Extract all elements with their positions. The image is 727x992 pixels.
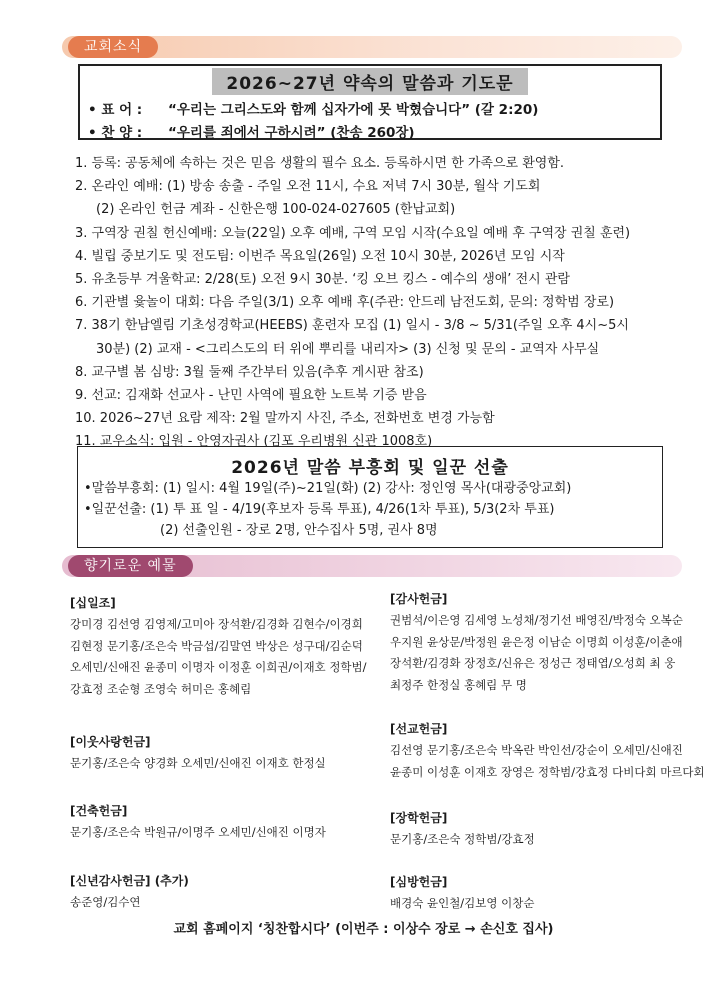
- promise-verse-label: • 표 어 :: [88, 102, 143, 118]
- offering-names: [390, 740, 705, 783]
- offering-group-visit: [390, 873, 690, 915]
- offering-group-neighbor: [70, 733, 370, 775]
- offering-names: [390, 893, 690, 915]
- news-item-3: 3. 구역장 권칠 헌신예배: 오늘(22일) 오후 예배, 구역 모임 시작(수요일 예배 후 구역장 권칠 훈련): [75, 225, 631, 241]
- offering-names-line: 문기홍/조은숙 정학범/강효정: [390, 832, 535, 846]
- offering-names-line: 강효정 조순형 조영숙 허미은 홍혜림: [70, 681, 252, 696]
- news-item-1: 1. 등록: 공동체에 속하는 것은 믿음 생활의 필수 요소. 등록하시면 한 가족으로 환영함.: [75, 156, 565, 171]
- news-list: [75, 152, 685, 454]
- footer-praise: 교회 홈페이지 ‘칭찬합시다’ (이번주 : 이상수 장로 → 손신호 집사): [173, 922, 554, 937]
- promise-verse-text: “우리는 그리스도와 함께 십자가에 못 박혔습니다” (갈 2:20): [168, 102, 539, 118]
- offering-section-tag: 향기로운 예물: [68, 555, 193, 577]
- offering-names-line: 배경숙 윤인철/김보영 이창순: [390, 896, 535, 910]
- revival-line-2: •일꾼선출: (1) 투 표 일 - 4/19(후보자 등록 투표), 4/26(1차 투표), 5/3(2차 투표): [84, 502, 555, 517]
- news-item-5: 5. 유초등부 겨울학교: 2/28(토) 오전 9시 30분. ‘킹 오브 킹스 - 예수의 생애’ 전시 관람: [75, 272, 570, 288]
- offering-names-line: 강미경 김선영 김영제/고미아 장석환/김경화 김현수/이경희: [70, 617, 363, 631]
- revival-line-3: (2) 선출인원 - 장로 2명, 안수집사 5명, 권사 8명: [160, 523, 438, 538]
- offering-group-thanks: [390, 590, 690, 696]
- offering-group-mission: [390, 720, 705, 783]
- revival-line-1: •말씀부흥회: (1) 일시: 4월 19일(주)~21일(화) (2) 강사: 정인영 목사(대광중앙교회): [84, 481, 572, 496]
- offering-group-title: [신년감사헌금] (추가): [70, 874, 189, 888]
- offering-group-newyear: [70, 872, 370, 914]
- promise-box: [78, 64, 662, 140]
- offering-group-title: [감사헌금]: [390, 592, 448, 606]
- promise-verse: [88, 98, 660, 118]
- news-item-7: 7. 38기 한남엘림 기초성경학교(HEEBS) 훈련자 모집 (1) 일시 - 3/8 ~ 5/31(주일 오후 4시~5시: [75, 318, 629, 334]
- offering-group-title: [이웃사랑헌금]: [70, 735, 151, 749]
- offering-names-line: 우지원 윤상문/박정원 윤은정 이남순 이명희 이성훈/이춘애: [390, 634, 683, 649]
- news-item-6: 6. 기관별 윷놀이 대회: 다음 주일(3/1) 오후 예배 후(주관: 안드레 남전도회, 문의: 정학범 장로): [75, 295, 615, 311]
- news-item-9: 9. 선교: 김재화 선교사 - 난민 사역에 필요한 노트북 기증 받음: [75, 388, 427, 404]
- offering-group-title: [십일조]: [70, 596, 116, 610]
- offering-names: [70, 753, 370, 775]
- offering-names-line: 김선영 문기홍/조은숙 박옥란 박인선/강순이 오세민/신애진: [390, 743, 683, 757]
- promise-title: 2026~27년 약속의 말씀과 기도문: [212, 68, 527, 95]
- offering-group-scholarship: [390, 809, 690, 851]
- offering-names: [70, 614, 370, 700]
- promise-hymn-label: • 찬 양 :: [88, 125, 143, 141]
- news-item-2-cont: (2) 온라인 헌금 계좌 - 신한은행 100-024-027605 (한납교회): [96, 202, 456, 218]
- news-item-2: 2. 온라인 예배: (1) 방송 송출 - 주일 오전 11시, 수요 저녁 7시 30분, 월삭 기도회: [75, 179, 541, 195]
- offering-names-line: 김현정 문기홍/조은숙 박금섭/김말연 박상은 성구대/김순덕: [70, 638, 363, 653]
- offering-group-title: [건축헌금]: [70, 804, 128, 818]
- offering-names: [390, 829, 690, 851]
- offering-group-title: [장학헌금]: [390, 811, 448, 825]
- offering-names: [70, 822, 370, 844]
- offering-names-line: 최정주 한정실 홍혜림 무 명: [390, 677, 527, 692]
- offering-names-line: 문기홍/조은숙 양경화 오세민/신애진 이재호 한정실: [70, 756, 326, 770]
- news-item-8: 8. 교구별 봄 심방: 3월 둘째 주간부터 있음(추후 게시판 참조): [75, 364, 424, 380]
- offering-group-building: [70, 802, 370, 844]
- news-item-11: 11. 교우소식: 입원 - 안영자권사 (김포 우리병원 신관 1008호): [75, 434, 433, 450]
- news-section-tag: 교회소식: [68, 36, 158, 58]
- offering-names-line: 권범석/이은영 김세영 노성채/정기선 배영진/박정숙 오복순: [390, 613, 683, 627]
- revival-title: 2026년 말씀 부흥회 및 일꾼 선출: [231, 458, 509, 478]
- offering-names-line: 오세민/신애진 윤종미 이명자 이정훈 이희권/이재호 정학범/: [70, 660, 367, 674]
- promise-hymn: [88, 121, 660, 141]
- offering-group-title: [선교헌금]: [390, 722, 448, 736]
- offering-names: [390, 610, 690, 696]
- offering-group-title: [심방헌금]: [390, 875, 448, 889]
- news-item-7-cont: 30분) (2) 교재 - <그리스도의 터 위에 뿌리를 내리자> (3) 신청 및 문의 - 교역자 사무실: [96, 341, 600, 357]
- news-item-4: 4. 빌립 중보기도 및 전도팀: 이번주 목요일(26일) 오전 10시 30분, 2026년 모임 시작: [75, 248, 565, 264]
- revival-box: [77, 446, 663, 548]
- news-item-10: 10. 2026~27년 요람 제작: 2월 말까지 사진, 주소, 전화번호 변경 가능함: [75, 411, 495, 427]
- offering-names-line: 송준영/김수연: [70, 895, 141, 909]
- promise-hymn-text: “우리를 죄에서 구하시려” (찬송 260장): [168, 125, 415, 141]
- offering-names: [70, 892, 370, 914]
- offering-group-tithe: [70, 594, 370, 700]
- offering-names-line: 문기홍/조은숙 박원규/이명주 오세민/신애진 이명자: [70, 825, 326, 839]
- offering-names-line: 윤종미 이성훈 이재호 장영은 정학범/강효정 다비다회 마르다회: [390, 764, 705, 779]
- offering-names-line: 장석환/김경화 장정호/신유은 정성근 정태엽/오성희 최 웅: [390, 656, 676, 670]
